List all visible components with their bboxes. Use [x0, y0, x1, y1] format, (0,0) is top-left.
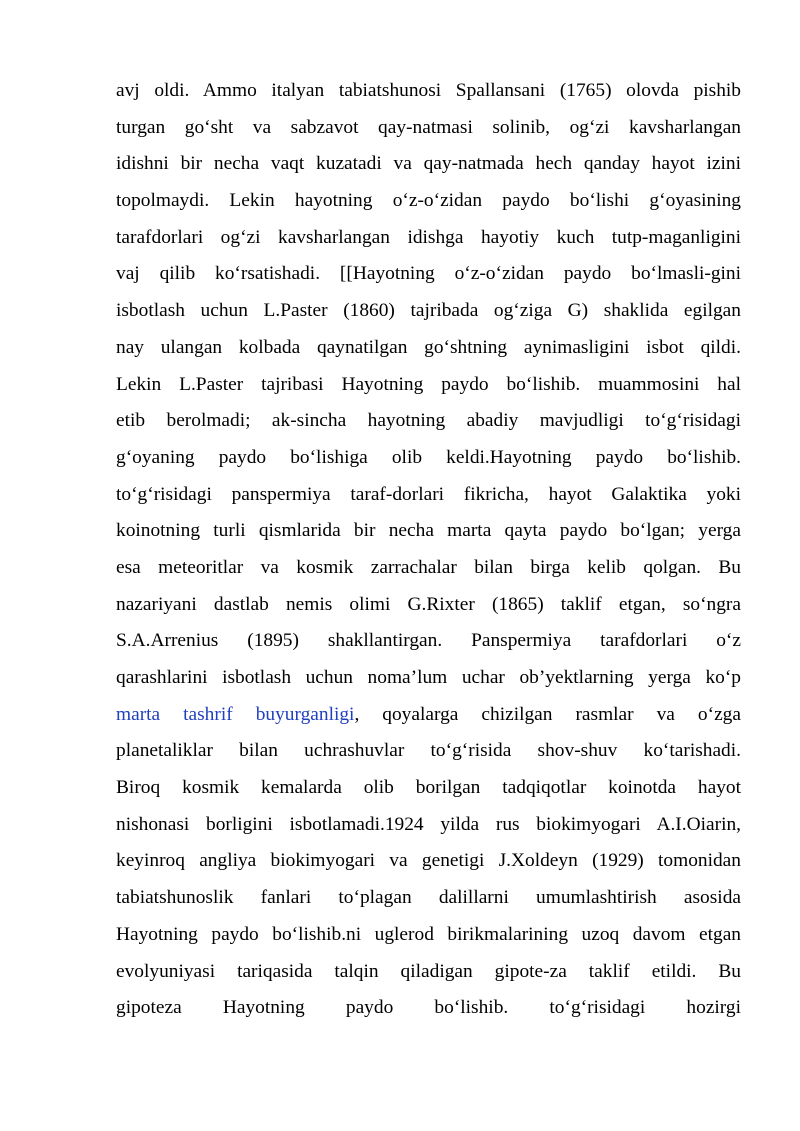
text-line: koinotning turli qismlarida bir necha marta qayta paydo bo‘lgan; yerga — [116, 520, 741, 542]
body-text — [116, 73, 741, 1027]
text-line: S.A.Arrenius (1895) shakllantirgan. Panspermiya tarafdorlari o‘z — [116, 630, 741, 652]
text-line: etib berolmadi; ak-sincha hayotning abadiy mavjudligi to‘g‘risidagi — [116, 410, 741, 432]
text-line: Hayotning paydo bo‘lishib.ni uglerod birikmalarining uzoq davom etgan — [116, 923, 741, 945]
text-line: nishonasi borligini isbotlamadi.1924 yilda rus biokimyogari A.I.Oiarin, — [116, 813, 741, 835]
text-line: Lekin L.Paster tajribasi Hayotning paydo bo‘lishib. muammosini hal — [116, 373, 741, 395]
text-line: vaj qilib ko‘rsatishadi. [[Hayotning o‘z-o‘zidan paydo bo‘lmasli-gini — [116, 263, 741, 285]
text-line: tabiatshunoslik fanlari to‘plagan dalillarni umumlashtirish asosida — [116, 887, 741, 909]
text-line: Biroq kosmik kemalarda olib borilgan tadqiqotlar koinotda hayot — [116, 777, 741, 799]
text-line: nazariyani dastlab nemis olimi G.Rixter (1865) taklif etgan, so‘ngra — [116, 593, 741, 615]
text-line: idishni bir necha vaqt kuzatadi va qay-natmada hech qanday hayot izini — [116, 153, 741, 175]
text-line: esa meteoritlar va kosmik zarrachalar bilan birga kelib qolgan. Bu — [116, 556, 741, 578]
text-line: topolmaydi. Lekin hayotning o‘z-o‘zidan paydo bo‘lishi g‘oyasining — [116, 190, 741, 212]
text-line: gipoteza Hayotning paydo bo‘lishib. to‘g‘risidagi hozirgi — [116, 997, 741, 1019]
text-line-with-link — [116, 697, 741, 734]
text-line: isbotlash uchun L.Paster (1860) tajribada og‘ziga G) shaklida egilgan — [116, 300, 741, 322]
text-line: keyinroq angliya biokimyogari va genetigi J.Xoldeyn (1929) tomonidan — [116, 850, 741, 872]
text-line: planetaliklar bilan uchrashuvlar to‘g‘risida shov-shuv ko‘tarishadi. — [116, 740, 741, 762]
hyperlink-text[interactable]: marta tashrif buyurganligi — [116, 703, 355, 725]
text-line: qarashlarini isbotlash uchun noma’lum uchar ob’yektlarning yerga ko‘p — [116, 667, 741, 688]
text-line: nay ulangan kolbada qaynatilgan go‘shtning aynimasligini isbot qildi. — [116, 336, 741, 358]
text-line: tarafdorlari og‘zi kavsharlangan idishga hayotiy kuch tutp-maganligini — [116, 226, 741, 248]
text-line: g‘oyaning paydo bo‘lishiga olib keldi.Hayotning paydo bo‘lishib. — [116, 446, 741, 468]
text-line: evolyuniyasi tariqasida talqin qiladigan gipote-za taklif etildi. Bu — [116, 960, 741, 982]
text-line: to‘g‘risidagi panspermiya taraf-dorlari fikricha, hayot Galaktika yoki — [116, 483, 741, 505]
text-line: avj oldi. Ammo italyan tabiatshunosi Spallansani (1765) olovda pishib — [116, 80, 741, 101]
text-line-rest: , qoyalarga chizilgan rasmlar va o‘zga — [354, 703, 741, 725]
text-line: turgan go‘sht va sabzavot qay-natmasi solinib, og‘zi kavsharlangan — [116, 116, 741, 138]
